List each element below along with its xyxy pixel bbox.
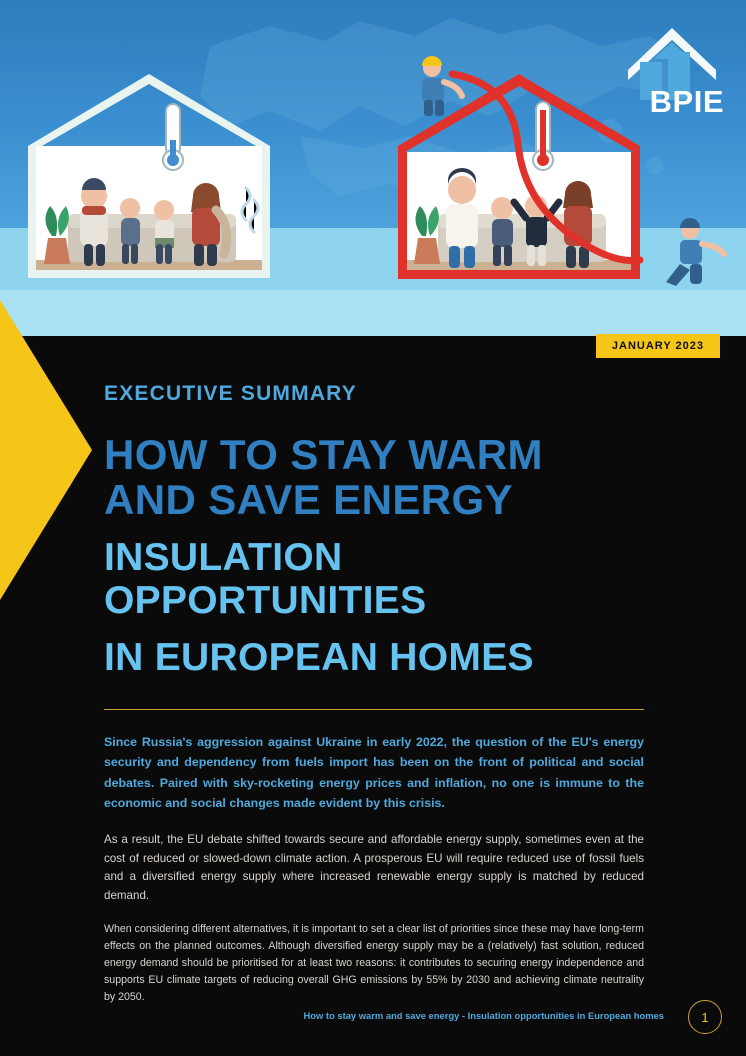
- page-title-line2: AND SAVE ENERGY: [104, 476, 513, 524]
- page-subtitle-line1: INSULATION OPPORTUNITIES: [104, 535, 427, 622]
- footer-running-title: How to stay warm and save energy - Insulation opportunities in European homes: [303, 1010, 664, 1021]
- brand-name: BPIE: [649, 84, 724, 119]
- body-paragraph-2: As a result, the EU debate shifted towards secure and affordable energy supply, sometimes even at the cost of reduced or slowed-down climate action. A prosperous EU will require reduced use of fossil fuels and a diversified energy supply where increased renewable energy supply is matched by reduced demand.: [104, 832, 644, 903]
- page-subtitle-line2: IN EUROPEAN HOMES: [104, 635, 534, 679]
- page-footer: [0, 1004, 746, 1034]
- cover-content: [104, 382, 644, 1021]
- yellow-arrow-accent: [0, 300, 92, 600]
- cold-house-graphic: [18, 68, 280, 298]
- page-title-line1: HOW TO STAY WARM: [104, 431, 543, 478]
- page-number-badge: 1: [688, 1000, 722, 1034]
- hero-illustration: [0, 0, 746, 336]
- divider-rule: [104, 709, 644, 710]
- cold-house: [18, 68, 280, 298]
- eyebrow-label: EXECUTIVE SUMMARY: [104, 382, 357, 405]
- body-paragraph-3: When considering different alternatives, it is important to set a clear list of priorities since these may have long-term effects on the planned outcomes. Although diversified energy supply may be a (relatively) fast solution, reduced energy demand should be prioritised for at least two reasons: it contributes to securing energy independence and supports EU climate targets of reducing overall GHG emissions by 55% by 2030 and achieving climate neutrality by 2050.: [104, 922, 644, 1003]
- lead-paragraph: Since Russia's aggression against Ukraine in early 2022, the question of the EU's energy security and dependency from fuels import has been on the front of political and social debates. Paired with sky-rocketing energy prices and inflation, no one is immune to the economic and social changes made evident by this crisis.: [104, 735, 644, 810]
- side-worker-icon: [656, 216, 730, 290]
- date-badge: JANUARY 2023: [596, 334, 720, 358]
